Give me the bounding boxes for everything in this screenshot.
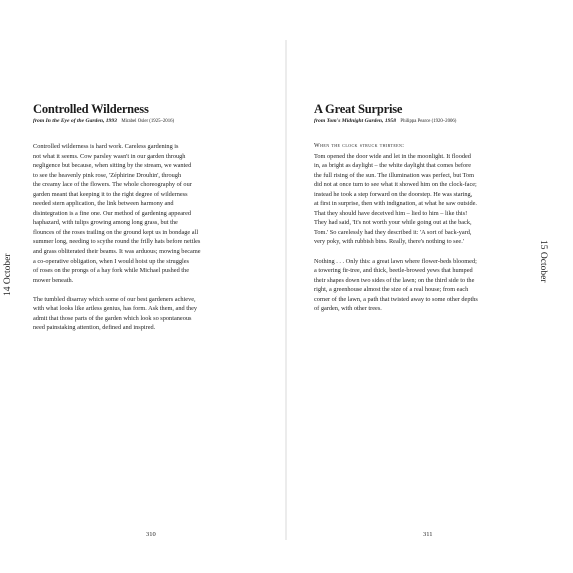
text-line: summer long, needing to scythe round the frilly hats before nettles xyxy=(33,238,201,246)
text-line: at first in surprise, then with indignation, at what he saw outside. xyxy=(314,200,477,208)
left-page-number: 310 xyxy=(146,531,156,538)
right-page-title: A Great Surprise xyxy=(314,102,403,116)
text-line: flounces of the roses trailing on the ground kept us in bondage all xyxy=(33,228,199,236)
text-line: did not at once turn to see what it showed him on the clock-face; xyxy=(314,181,477,189)
text-line: of garden, with other trees. xyxy=(314,305,382,313)
text-line: disintegration is a fine one. Our method of gardening appeared xyxy=(33,209,192,217)
text-line: right, a greenhouse almost the size of a real house; from each xyxy=(314,286,469,294)
text-line: Tom opened the door wide and let in the moonlight. It flooded xyxy=(314,152,471,160)
right-page-body xyxy=(314,142,478,314)
source-author: Mirabel Osler (1925–2016) xyxy=(121,119,175,124)
source-from: from xyxy=(314,118,326,124)
paragraph-gap xyxy=(314,247,478,257)
text-line: mower beneath. xyxy=(33,276,74,284)
text-line: not what it seems. Cow parsley wasn't in our garden through xyxy=(33,152,186,160)
text-line: of roses on the prongs of a hay fork while Michael pushed the xyxy=(33,267,189,275)
text-line: need painstaking attention, defined and inspired. xyxy=(33,324,156,332)
right-page xyxy=(287,0,573,573)
text-line: to see the heavenly pink rose, 'Zéphirine Drouhin', through xyxy=(33,171,182,179)
source-year: , 1993 xyxy=(102,118,117,124)
text-line: Controlled wilderness is hard work. Careless gardening is xyxy=(33,143,179,150)
text-line: The tumbled disarray which some of our best gardeners achieve, xyxy=(33,295,196,303)
left-page-date: 14 October xyxy=(3,253,13,296)
paragraph-gap xyxy=(33,285,201,295)
source-author: Philippa Pearce (1920–2006) xyxy=(400,119,457,124)
text-line: Tom.' So carelessly had they described it: 'A sort of back-yard, xyxy=(314,228,472,236)
text-line: with what looks like artless genius, has form. Ask them, and they xyxy=(33,305,198,313)
text-line: admit that those parts of the garden which look so spontaneous xyxy=(33,314,192,322)
text-line: the creamy lace of the flowers. The whole choreography of our xyxy=(33,181,192,189)
text-line: their shapes down two sides of the lawn; on the third side to the xyxy=(314,276,475,284)
source-year: , 1958 xyxy=(382,118,397,124)
text-line: in, as bright as daylight – the white daylight that comes before xyxy=(314,162,472,170)
source-book-title: Tom's Midnight Garden xyxy=(326,118,383,124)
left-page-body xyxy=(33,142,201,333)
right-page-date: 15 October xyxy=(538,240,548,283)
text-line: a towering fir-tree, and thick, beetle-browed yews that humped xyxy=(314,267,473,275)
source-book-title: In the Eye of the Garden xyxy=(45,118,103,124)
text-line: and grass obliterated their beams. It was arduous; mowing became xyxy=(33,248,201,256)
text-line: garden meant that keeping it to the right degree of wilderness xyxy=(33,190,188,198)
text-line: instead he took a step forward on the doorstep. He was staring, xyxy=(314,190,473,198)
left-page xyxy=(0,0,286,573)
text-line: the full rising of the sun. The illumination was perfect, but Tom xyxy=(314,171,475,179)
text-line: That they should have deceived him – lied to him – like this! xyxy=(314,209,468,217)
text-line: corner of the lawn, a path that twisted away to some other depths xyxy=(314,295,478,303)
text-line: a co-operative obligation, when I would hoist up the struggles xyxy=(33,257,189,265)
text-line: Nothing . . . Only this: a great lawn where flower-beds bloomed; xyxy=(314,257,477,265)
lead-in: When the clock struck thirteen: xyxy=(314,143,405,149)
right-page-number: 311 xyxy=(423,531,433,538)
source-from: from xyxy=(33,118,45,124)
text-line: very poky, with rubbish bins. Really, there's nothing to see.' xyxy=(314,238,464,246)
text-line: haphazard, with tulips growing among long grass, but the xyxy=(33,219,178,227)
text-line: needed stern application, the link between harmony and xyxy=(33,200,174,208)
left-page-title: Controlled Wilderness xyxy=(33,102,149,116)
text-line: They had said, 'It's not worth your while going out at the back, xyxy=(314,219,472,227)
right-page-source xyxy=(314,118,456,124)
left-page-source xyxy=(33,118,174,124)
text-line: negligence but because, when sitting by the stream, we wanted xyxy=(33,162,192,170)
